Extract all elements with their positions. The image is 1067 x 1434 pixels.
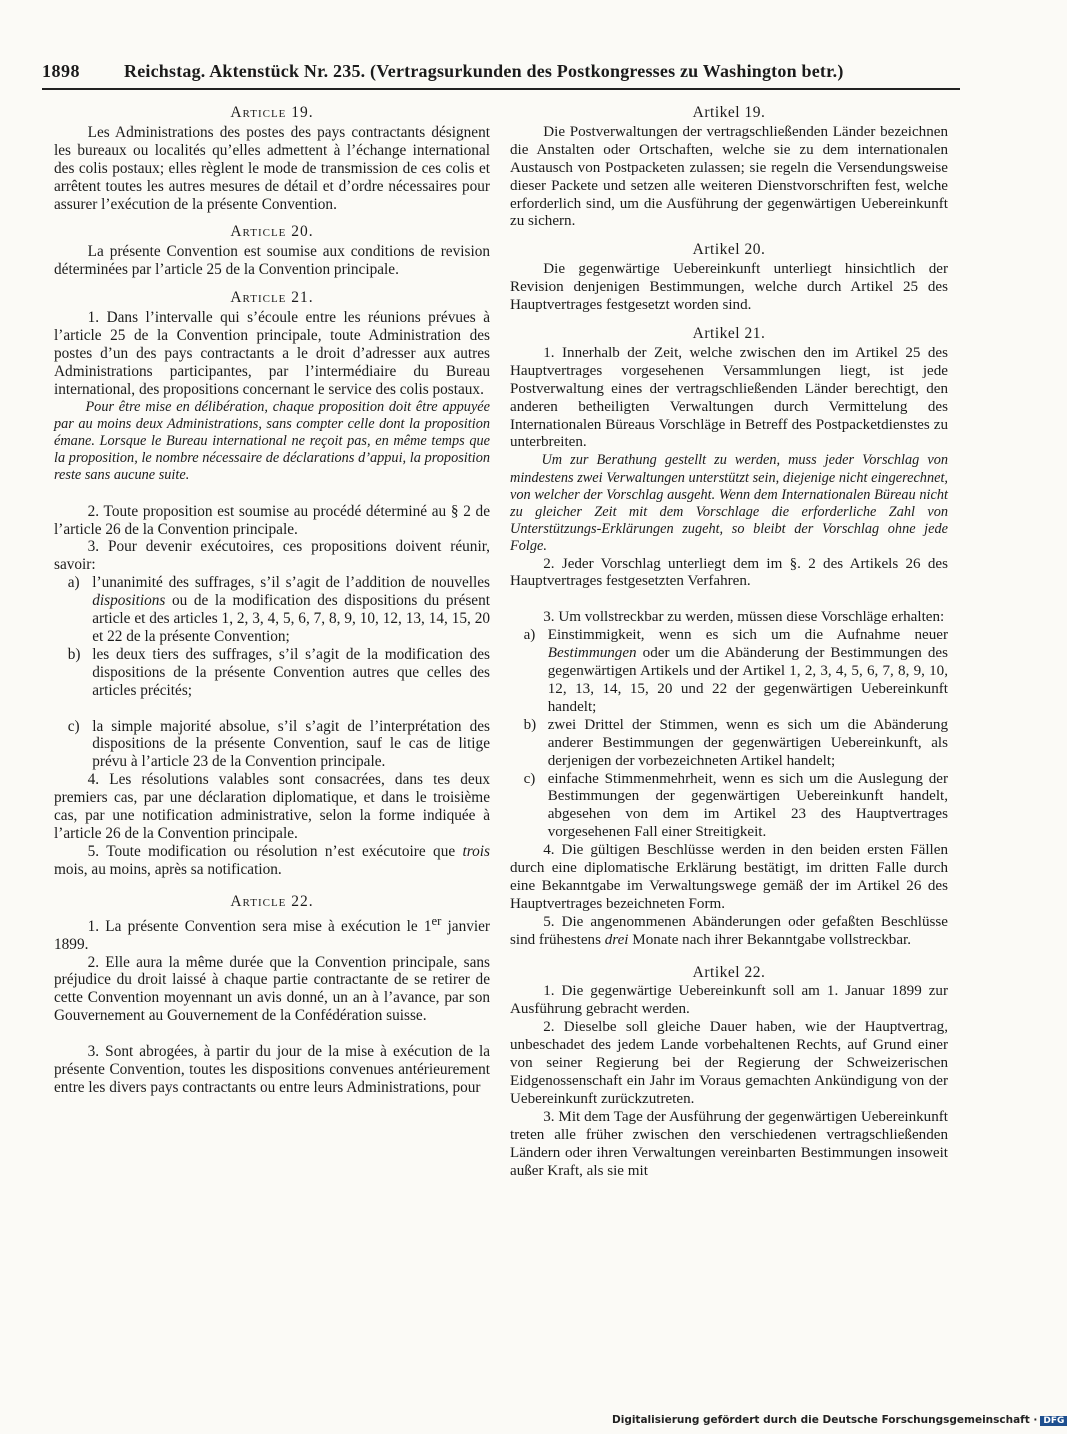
article-22-para-1-fr: 1. La présente Convention sera mise à exécution le 1er janvier 1899.	[54, 913, 491, 953]
article-22-para-2-fr: 2. Elle aura la même durée que la Convention principale, sans préjudice du droit laissé à chaque partie contractante de se retirer de cette Convention moyennant un avis donné, un an à l’avance, par son Gouvernement au Gouvernement de la Confédération suisse.	[54, 953, 490, 1025]
article-21-italic-fr: Pour être mise en délibération, chaque proposition doit être appuyée par au moins deux Administrations, sans compter celle dont la proposition émane. Lorsque le Bureau international ne reçoit pas, en même temps que la proposition, le nombre nécessaire de déclarations d’appui, la proposition reste sans aucune suite.	[54, 398, 490, 484]
list-label: c)	[67, 717, 80, 735]
list-label: c)	[523, 770, 536, 787]
article-19-text-de: Die Postverwaltungen der vertragschließenden Länder bezeichnen die Anstalten oder Ortschaften, welche sie zu dem internationalen Austausch von Postpacketen zulassen; sie regeln die Versendungsweise dieser Packete und setzen alle weiteren Dienstvorschriften fest, welche erforderlich sind, um die Ausführung der gegenwärtigen Uebereinkunft zu sichern.	[510, 123, 948, 230]
article-22-para-3-de: 3. Mit dem Tage der Ausführung der gegenwärtigen Uebereinkunft treten alle früher zwischen den verschiedenen vertragschließenden Ländern oder ihren Verwaltungen vereinbarten Bestimmungen insoweit außer Kraft, als sie mit	[510, 1108, 948, 1179]
article-21-para-2-fr: 2. Toute proposition est soumise au procédé déterminé au § 2 de l’article 26 de la Convention principale.	[54, 502, 490, 538]
list-label: b)	[523, 716, 537, 733]
list-text: les deux tiers des suffrages, s’il s’agit de la modification des dispositions de la présente Convention autres que celles des articles précités;	[92, 645, 490, 699]
list-text: einfache Stimmenmehrheit, wenn es sich um die Auslegung der Bestimmungen der gegenwärtigen Uebereinkunft handelt, abgesehen von dem im Artikel 23 des Hauptvertrages vorgesehenen Fall einer Streitigkeit.	[547, 770, 948, 841]
article-21-heading-de: Artikel 21.	[692, 324, 766, 342]
list-item-a-fr	[54, 574, 490, 646]
list-item-c-de	[510, 771, 948, 843]
dfg-logo: DFG	[1040, 1416, 1067, 1426]
article-21-para-2-de: 2. Jeder Vorschlag unterliegt dem im §. 2 des Artikels 26 des Hauptvertrages festgesetzten Verfahren.	[510, 555, 948, 590]
article-21-heading-fr: Article 21.	[230, 289, 314, 307]
article-21-para-5-de: 5. Die angenommenen Abänderungen oder gefaßten Beschlüsse sind frühestens drei Monate nach ihrer Bekanntgabe vollstreckbar.	[510, 913, 948, 948]
article-21-italic-de: Um zur Berathung gestellt zu werden, muss jeder Vorschlag von mindestens zwei Verwaltungen unterstützt sein, diejenige nicht eingerechnet, von welcher der Vorschlag ausgeht. Wenn dem Internationalen Büreau nicht zu gleicher Zeit mit dem Vorschlage die erforderliche Zahl von Unterstützungs-Erklärungen zugeht, so bleibt der Vorschlag ohne jede Folge.	[510, 452, 948, 555]
list-label: b)	[67, 645, 81, 663]
article-20-text-fr: La présente Convention est soumise aux conditions de revision déterminées par l’article 25 de la Convention principale.	[54, 243, 490, 279]
list-text: l’unanimité des suffrages, s’il s’agit de l’addition de nouvelles dispositions ou de la modification des dispositions du présent article et des articles 1, 2, 3, 4, 5, 6, 7, 8, 9, 10, 12, 13, 14, 15, 20 et 22 de la présente Convention;	[92, 574, 490, 645]
list-item-a-de	[510, 627, 948, 717]
article-22-heading-de: Artikel 22.	[692, 963, 766, 981]
article-20-text-de: Die gegenwärtige Uebereinkunft unterliegt hinsichtlich der Revision denjenigen Bestimmungen, welche durch Artikel 25 des Hauptvertrages festgesetzt worden sind.	[510, 261, 948, 314]
article-21-para-4-de: 4. Die gültigen Beschlüsse werden in den beiden ersten Fällen durch eine diplomatische Erklärung bestätigt, im dritten Falle durch eine Bekanntgabe im Verwaltungswege gemäß der im Artikel 26 des Hauptvertrages bezeichneten Form.	[510, 842, 948, 912]
page-number: 1898	[42, 61, 80, 81]
french-column	[54, 104, 490, 1097]
article-21-para-1-fr: 1. Dans l’intervalle qui s’écoule entre les réunions prévues à l’article 25 de la Convention principale, toute Administration des postes d’un des pays contractants a le droit d’adresser aux autres Administrations participantes, par l’intermédiaire du Bureau international, des propositions concernant le service des colis postaux.	[54, 309, 490, 398]
list-item-b-fr	[54, 646, 490, 700]
list-item-b-de	[510, 717, 948, 771]
list-item-c-fr	[54, 718, 490, 772]
list-text: zwei Drittel der Stimmen, wenn es sich um die Abänderung anderer Bestimmungen der gegenwärtigen Uebereinkunft, als derjenigen der vorbezeichneten Artikel handelt;	[547, 716, 948, 769]
article-21-para-3-fr: 3. Pour devenir exécutoires, ces propositions doivent réunir, savoir:	[54, 538, 490, 574]
header-rule	[42, 88, 960, 90]
footer-text: Digitalisierung gefördert durch die Deutsche Forschungsgemeinschaft ·	[612, 1414, 1038, 1426]
article-19-heading-fr: Article 19.	[230, 104, 314, 121]
article-21-para-1-de: 1. Innerhalb der Zeit, welche zwischen den im Artikel 25 des Hauptvertrages vorgesehenen Versammlungen liegt, ist jede Postverwaltung eines der vertragschließenden Länder berechtigt, den anderen betheiligten Verwaltungen durch Vermittelung des Internationalen Büreaus Vorschläge in Betreff des Postpacketdienstes zu unterbreiten.	[510, 344, 948, 451]
article-22-para-3-fr: 3. Sont abrogées, à partir du jour de la mise à exécution de la présente Convention, toutes les dispositions convenues antérieurement entre les divers pays contractants ou entre leurs Administrations, pour	[54, 1043, 490, 1096]
article-20-heading-fr: Article 20.	[230, 223, 314, 241]
article-19-text-fr: Les Administrations des postes des pays contractants désignent les bureaux ou localités qu’elles admettent à l’échange international des colis postaux; elles règlent le mode de transmission de ces colis et arrêtent toutes les autres mesures de détail et d’ordre nécessaires pour assurer l’exécution de la présente Convention.	[54, 123, 490, 213]
list-label: a)	[67, 574, 80, 592]
page-header	[42, 58, 960, 84]
article-19-heading-de: Artikel 19.	[692, 104, 766, 121]
article-22-para-1-de: 1. Die gegenwärtige Uebereinkunft soll am 1. Januar 1899 zur Ausführung gebracht werden.	[510, 983, 948, 1018]
article-20-heading-de: Artikel 20.	[692, 241, 766, 259]
list-label: a)	[523, 627, 536, 644]
article-21-para-4-fr: 4. Les résolutions valables sont consacrées, dans tes deux premiers cas, par une déclaration diplomatique, et dans le troisième cas, par une notification administrative, selon la forme indiquée à l’article 26 de la Convention principale.	[54, 771, 490, 843]
running-title: Reichstag. Aktenstück Nr. 235. (Vertragsurkunden des Postkongresses zu Washington betr.)	[124, 61, 844, 81]
list-text: Einstimmigkeit, wenn es sich um die Aufnahme neuer Bestimmungen oder um die Abänderung der Bestimmungen des gegenwärtigen Artikels und der Artikel 1, 2, 3, 4, 5, 6, 7, 8, 9, 10, 12, 13, 14, 15, 20 und 22 der gegenwärtigen Uebereinkunft handelt;	[547, 627, 948, 715]
list-text: la simple majorité absolue, s’il s’agit de l’interprétation des dispositions de la présente Convention, sauf le cas de litige prévu à l’article 23 de la Convention principale.	[92, 717, 490, 771]
article-22-heading-fr: Article 22.	[230, 892, 314, 910]
article-22-para-2-de: 2. Dieselbe soll gleiche Dauer haben, wie der Hauptvertrag, unbeschadet des jedem Lande vorbehaltenen Rechts, auf Grund einer von seiner Regierung bei der Regierung der Schweizerischen Eidgenossenschaft ein Jahr im Voraus gemachten Ankündigung von der Uebereinkunft zurückzutreten.	[510, 1019, 948, 1107]
digitization-footer	[612, 1414, 1067, 1426]
german-column	[510, 104, 948, 1180]
article-21-para-5-fr: 5. Toute modification ou résolution n’est exécutoire que trois mois, au moins, après sa notification.	[54, 842, 490, 878]
article-21-para-3-de: 3. Um vollstreckbar zu werden, müssen diese Vorschläge erhalten:	[543, 609, 945, 626]
